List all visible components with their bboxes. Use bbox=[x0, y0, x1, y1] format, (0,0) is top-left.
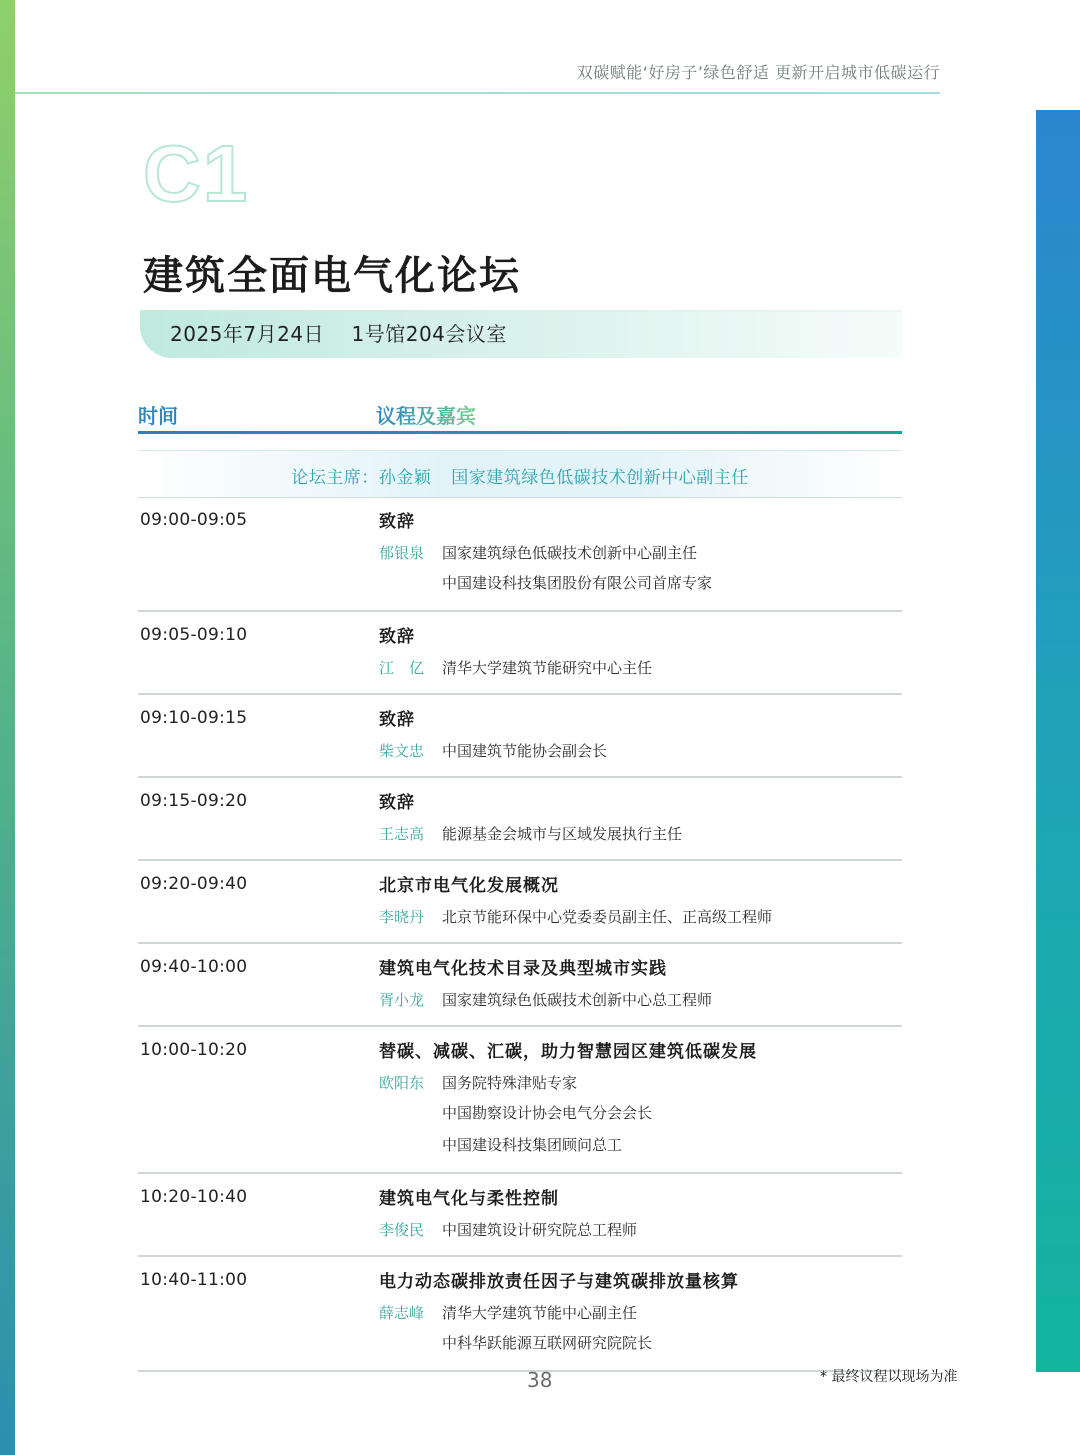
agenda-topic: 致辞 bbox=[379, 627, 415, 647]
agenda-topic: 致辞 bbox=[379, 512, 415, 532]
agenda-topic: 北京市电气化发展概况 bbox=[379, 876, 559, 896]
agenda-time: 09:10-09:15 bbox=[140, 708, 248, 728]
speaker-role: 国家建筑绿色低碳技术创新中心总工程师 bbox=[442, 991, 713, 1009]
speaker-role: 中科华跃能源互联网研究院院长 bbox=[442, 1334, 653, 1352]
header-rule bbox=[138, 431, 902, 434]
speaker-role: 中国勘察设计协会电气分会会长 bbox=[442, 1104, 653, 1122]
speaker-role: 中国建筑设计研究院总工程师 bbox=[442, 1221, 638, 1239]
right-decorative-bar bbox=[1036, 110, 1080, 1372]
speaker-name: 欧阳东 bbox=[379, 1074, 425, 1092]
agenda-time: 09:00-09:05 bbox=[140, 510, 248, 530]
agenda-content bbox=[379, 873, 902, 931]
speaker-name: 李俊民 bbox=[379, 1221, 425, 1239]
speaker-block bbox=[379, 820, 902, 848]
header-divider bbox=[15, 92, 940, 94]
speaker-role: 能源基金会城市与区域发展执行主任 bbox=[442, 825, 683, 843]
agenda-row bbox=[138, 695, 902, 778]
speaker-roles bbox=[442, 820, 682, 848]
agenda-content bbox=[379, 707, 902, 765]
column-header-time: 时间 bbox=[138, 404, 178, 428]
agenda-row bbox=[138, 944, 902, 1027]
chair-label: 论坛主席： bbox=[291, 468, 379, 488]
agenda-row bbox=[138, 1257, 902, 1372]
agenda-topic: 电力动态碳排放责任因子与建筑碳排放量核算 bbox=[379, 1272, 739, 1292]
date-band-divider bbox=[140, 310, 902, 312]
speaker-name: 王志高 bbox=[379, 825, 425, 843]
agenda-content bbox=[379, 509, 902, 599]
speaker-roles bbox=[442, 903, 772, 931]
agenda-time: 09:05-09:10 bbox=[140, 625, 248, 645]
agenda-time: 10:20-10:40 bbox=[140, 1187, 248, 1207]
speaker-block bbox=[379, 654, 902, 682]
agenda-row bbox=[138, 497, 902, 612]
agenda-time: 09:20-09:40 bbox=[140, 874, 248, 894]
agenda-topic: 致辞 bbox=[379, 710, 415, 730]
speaker-name: 郁银泉 bbox=[379, 544, 425, 562]
agenda-time: 09:40-10:00 bbox=[140, 957, 248, 977]
speaker-name: 薛志峰 bbox=[379, 1304, 425, 1322]
agenda-time: 10:00-10:20 bbox=[140, 1040, 248, 1060]
forum-code: C1 bbox=[143, 129, 250, 218]
speaker-block bbox=[379, 1069, 902, 1161]
speaker-name: 柴文忠 bbox=[379, 742, 425, 760]
speaker-name: 江 亿 bbox=[379, 659, 425, 677]
speaker-block bbox=[379, 1216, 902, 1244]
speaker-roles bbox=[442, 1069, 652, 1161]
speaker-role: 北京节能环保中心党委委员副主任、正高级工程师 bbox=[442, 908, 773, 926]
agenda-table bbox=[138, 497, 902, 1372]
header-caption: 双碳赋能‘好房子’绿色舒适 更新开启城市低碳运行 bbox=[576, 63, 940, 82]
agenda-row bbox=[138, 612, 902, 695]
agenda-content bbox=[379, 1186, 902, 1244]
speaker-roles bbox=[442, 539, 712, 599]
column-header-agenda: 议程及嘉宾 bbox=[376, 400, 476, 429]
agenda-time: 10:40-11:00 bbox=[140, 1270, 248, 1290]
agenda-content bbox=[379, 790, 902, 848]
speaker-block bbox=[379, 737, 902, 765]
agenda-row bbox=[138, 778, 902, 861]
speaker-roles bbox=[442, 654, 652, 682]
forum-title: 建筑全面电气化论坛 bbox=[143, 253, 521, 299]
agenda-topic: 致辞 bbox=[379, 793, 415, 813]
footnote: * 最终议程以现场为准 bbox=[820, 1369, 958, 1385]
agenda-time: 09:15-09:20 bbox=[140, 791, 248, 811]
speaker-role: 国家建筑绿色低碳技术创新中心副主任 bbox=[442, 544, 698, 562]
speaker-role: 中国建设科技集团顾问总工 bbox=[442, 1136, 623, 1154]
speaker-block bbox=[379, 539, 902, 599]
agenda-content bbox=[379, 1269, 902, 1359]
agenda-row bbox=[138, 1174, 902, 1257]
speaker-role: 清华大学建筑节能研究中心主任 bbox=[442, 659, 653, 677]
date-venue: 2025年7月24日 1号馆204会议室 bbox=[170, 322, 507, 346]
speaker-block bbox=[379, 986, 902, 1014]
speaker-role: 国务院特殊津贴专家 bbox=[442, 1074, 578, 1092]
agenda-row bbox=[138, 861, 902, 944]
agenda-content bbox=[379, 624, 902, 682]
speaker-role: 清华大学建筑节能中心副主任 bbox=[442, 1304, 638, 1322]
chair-line bbox=[138, 463, 902, 488]
agenda-topic: 建筑电气化与柔性控制 bbox=[379, 1189, 559, 1209]
speaker-roles bbox=[442, 737, 607, 765]
speaker-roles bbox=[442, 1299, 652, 1359]
speaker-block bbox=[379, 1299, 902, 1359]
chair-band bbox=[138, 450, 902, 498]
speaker-block bbox=[379, 903, 902, 931]
chair-name: 孙金颖 bbox=[378, 468, 432, 488]
agenda-content bbox=[379, 956, 902, 1014]
page-number: 38 bbox=[527, 1368, 553, 1392]
agenda-topic: 建筑电气化技术目录及典型城市实践 bbox=[379, 959, 667, 979]
agenda-content bbox=[379, 1039, 902, 1161]
speaker-name: 胥小龙 bbox=[379, 991, 425, 1009]
speaker-roles bbox=[442, 1216, 637, 1244]
chair-title: 国家建筑绿色低碳技术创新中心副主任 bbox=[451, 468, 749, 488]
left-decorative-strip bbox=[0, 0, 15, 1455]
speaker-role: 中国建设科技集团股份有限公司首席专家 bbox=[442, 574, 713, 592]
agenda-row bbox=[138, 1027, 902, 1174]
speaker-role: 中国建筑节能协会副会长 bbox=[442, 742, 608, 760]
agenda-topic: 替碳、减碳、汇碳，助力智慧园区建筑低碳发展 bbox=[379, 1042, 757, 1062]
speaker-name: 李晓丹 bbox=[379, 908, 425, 926]
speaker-roles bbox=[442, 986, 712, 1014]
